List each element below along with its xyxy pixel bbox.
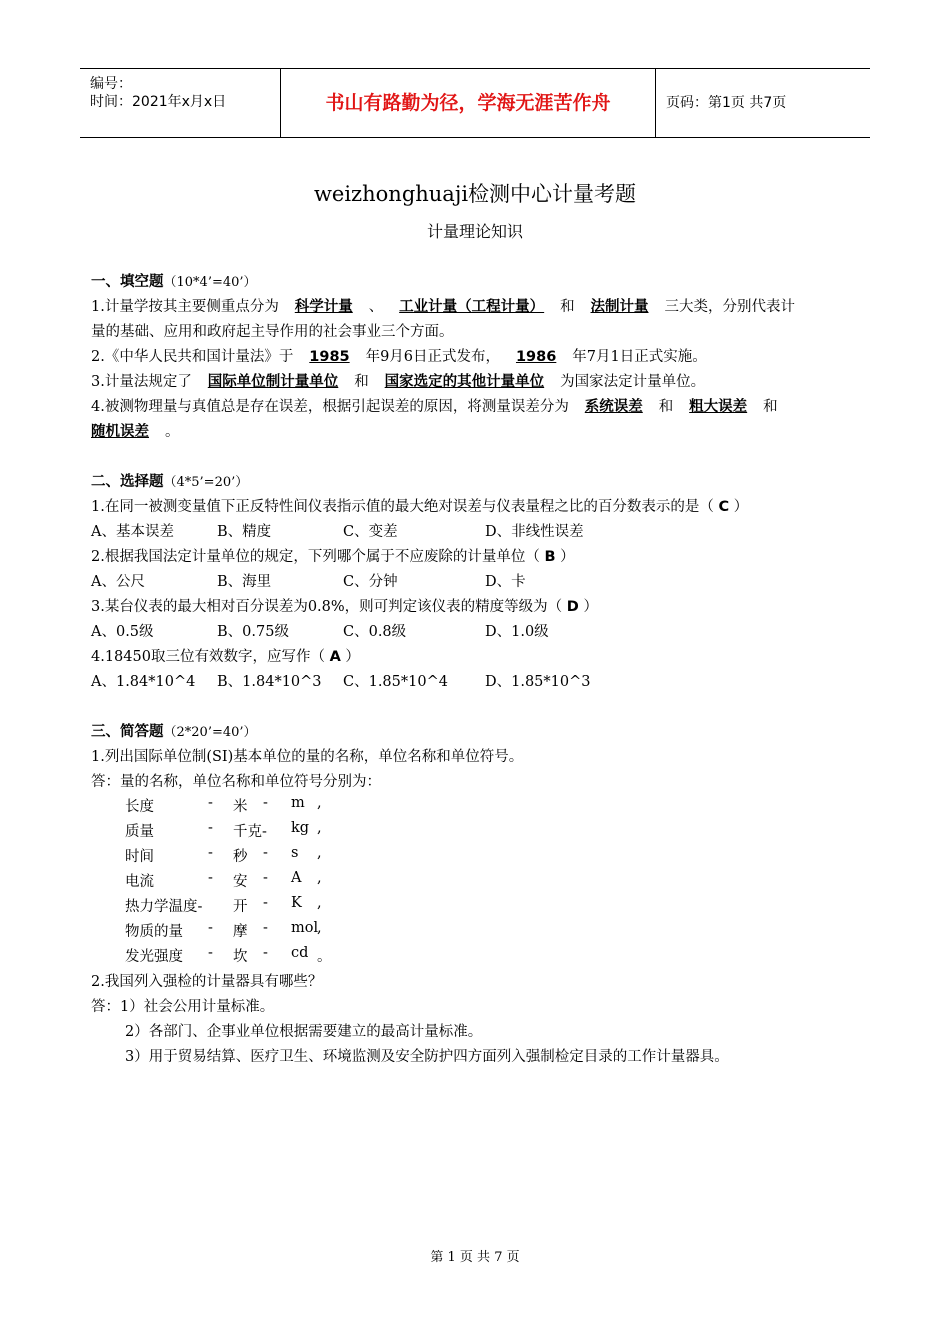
date-label: 时间：2021年x月x日 bbox=[90, 94, 227, 110]
fill-question-2 bbox=[91, 345, 707, 366]
question-text: 、 bbox=[368, 299, 384, 315]
si-unit-separator: - bbox=[263, 920, 268, 936]
si-unit-name: 安 bbox=[233, 874, 248, 890]
section-title: 一、填空题 bbox=[91, 274, 164, 290]
si-unit-separator: , bbox=[317, 870, 322, 886]
short-question-1: 1.列出国际单位制(SI)基本单位的量的名称，单位名称和单位符号。 bbox=[91, 749, 524, 765]
choice-question-2 bbox=[91, 545, 575, 566]
si-unit-separator: - bbox=[208, 845, 213, 861]
si-unit-symbol: A bbox=[291, 870, 302, 886]
option: C、1.85*10^4 bbox=[343, 674, 448, 690]
answer: A bbox=[329, 649, 341, 665]
fill-question-4-cont bbox=[91, 420, 179, 441]
header-divider bbox=[280, 69, 281, 137]
option: A、基本误差 bbox=[91, 524, 174, 540]
si-unit-symbol: m bbox=[291, 795, 305, 811]
si-unit-symbol: cd bbox=[291, 945, 309, 961]
option: C、变差 bbox=[343, 524, 398, 540]
short-question-2: 2.我国列入强检的计量器具有哪些？ bbox=[91, 974, 323, 990]
answer: 科学计量 bbox=[294, 299, 353, 315]
si-unit-separator: - bbox=[263, 795, 268, 811]
answer: 法制计量 bbox=[590, 299, 649, 315]
option: C、0.8级 bbox=[343, 624, 407, 640]
si-unit-separator: - bbox=[263, 895, 268, 911]
header-page-label: 页码：第1页 共7页 bbox=[666, 95, 787, 111]
section-1-heading bbox=[91, 270, 257, 291]
option: B、精度 bbox=[217, 524, 272, 540]
question-text: 三大类，分别代表计 bbox=[664, 299, 795, 315]
option: B、0.75级 bbox=[217, 624, 289, 640]
question-text: ） bbox=[560, 549, 575, 565]
question-text: ） bbox=[733, 499, 749, 515]
section-title: 二、选择题 bbox=[91, 474, 164, 490]
si-unit-quantity: 电流 bbox=[125, 874, 154, 890]
question-text: 年9月6日正式发布， bbox=[365, 349, 501, 365]
section-3-heading bbox=[91, 720, 257, 741]
question-text: 1.计量学按其主要侧重点分为 bbox=[91, 299, 279, 315]
option: C、分钟 bbox=[343, 574, 398, 590]
section-score: （10*4’=40’） bbox=[163, 275, 257, 290]
si-unit-name: 摩 bbox=[233, 924, 248, 940]
question-text: 3.计量法规定了 bbox=[91, 374, 192, 390]
si-unit-quantity: 长度 bbox=[125, 799, 154, 815]
fill-question-3 bbox=[91, 370, 705, 391]
si-unit-symbol: K bbox=[291, 895, 302, 911]
si-unit-separator: , bbox=[317, 820, 322, 836]
option: D、1.85*10^3 bbox=[485, 674, 591, 690]
option: B、海里 bbox=[217, 574, 272, 590]
option: A、0.5级 bbox=[91, 624, 154, 640]
question-text: 和 bbox=[658, 399, 674, 415]
answer: 1985 bbox=[309, 349, 350, 365]
si-unit-separator: - bbox=[263, 845, 268, 861]
fill-question-1 bbox=[91, 295, 795, 316]
answer: C bbox=[718, 499, 730, 515]
question-text: 年7月1日正式实施。 bbox=[572, 349, 707, 365]
si-unit-separator: , bbox=[317, 845, 322, 861]
answer: B bbox=[544, 549, 556, 565]
choice-options-2 bbox=[91, 570, 526, 591]
section-title: 三、简答题 bbox=[91, 724, 164, 740]
si-unit-quantity: 质量 bbox=[125, 824, 154, 840]
si-unit-name: 千克- bbox=[233, 824, 267, 840]
fill-question-4 bbox=[91, 395, 778, 416]
si-unit-name: 开 bbox=[233, 899, 248, 915]
si-unit-separator: - bbox=[208, 870, 213, 886]
answer: 1986 bbox=[515, 349, 557, 365]
si-unit-quantity: 物质的量 bbox=[125, 924, 183, 940]
si-unit-separator: - bbox=[208, 920, 213, 936]
page-header bbox=[80, 68, 870, 138]
page-footer: 第 1 页 共 7 页 bbox=[430, 1250, 520, 1265]
si-unit-symbol: kg bbox=[291, 820, 310, 836]
answer: 粗大误差 bbox=[689, 399, 748, 415]
short-answer-2-item-3: 3）用于贸易结算、医疗卫生、环境监测及安全防护四方面列入强制检定目录的工作计量器具。 bbox=[125, 1049, 729, 1065]
si-unit-quantity: 时间 bbox=[125, 849, 154, 865]
si-unit-separator: 。 bbox=[317, 949, 332, 965]
document-title: weizhonghuaji检测中心计量考题 bbox=[313, 182, 637, 206]
answer: 随机误差 bbox=[91, 424, 149, 440]
short-answer-2-item-2: 2）各部门、企事业单位根据需要建立的最高计量标准。 bbox=[125, 1024, 483, 1040]
section-score: （2*20’=40’） bbox=[163, 725, 257, 740]
document-subtitle: 计量理论知识 bbox=[426, 222, 523, 241]
question-text: 和 bbox=[560, 299, 575, 315]
si-unit-name: 秒 bbox=[233, 849, 248, 865]
si-unit-separator: - bbox=[263, 870, 268, 886]
si-unit-separator: , bbox=[317, 920, 322, 936]
question-text: 和 bbox=[763, 399, 778, 415]
option: A、公尺 bbox=[91, 574, 145, 590]
answer: 系统误差 bbox=[584, 399, 643, 415]
si-unit-separator: , bbox=[317, 795, 322, 811]
choice-options-3 bbox=[91, 620, 549, 641]
choice-question-3 bbox=[91, 595, 598, 616]
si-unit-separator: - bbox=[208, 945, 213, 961]
short-answer-2-item-1: 答：1）社会公用计量标准。 bbox=[91, 999, 275, 1015]
header-divider bbox=[655, 69, 656, 137]
si-unit-separator: - bbox=[263, 945, 268, 961]
option: D、非线性误差 bbox=[485, 524, 584, 540]
serial-label: 编号： bbox=[90, 76, 132, 92]
choice-options-1 bbox=[91, 520, 584, 541]
header-motto: 书山有路勤为径，学海无涯苦作舟 bbox=[325, 92, 611, 114]
short-answer-1-intro: 答：量的名称，单位名称和单位符号分别为： bbox=[91, 774, 381, 790]
si-unit-symbol: s bbox=[291, 845, 299, 861]
answer: D bbox=[566, 599, 579, 615]
question-text: 3.某台仪表的最大相对百分误差为0.8%，则可判定该仪表的精度等级为（ bbox=[91, 599, 563, 615]
si-unit-quantity: 热力学温度- bbox=[125, 899, 203, 915]
option: D、1.0级 bbox=[485, 624, 549, 640]
question-text: 。 bbox=[164, 424, 180, 440]
option: A、1.84*10^4 bbox=[91, 674, 196, 690]
si-unit-separator: - bbox=[208, 820, 213, 836]
question-text: 1.在同一被测变量值下正反特性间仪表指示值的最大绝对误差与仪表量程之比的百分数表示的是（ bbox=[91, 499, 714, 515]
question-text: 2.《中华人民共和国计量法》于 bbox=[91, 349, 294, 365]
option: D、卡 bbox=[485, 574, 526, 590]
answer: 国家选定的其他计量单位 bbox=[384, 374, 545, 390]
choice-options-4 bbox=[91, 670, 591, 691]
question-text: 为国家法定计量单位。 bbox=[560, 374, 706, 390]
si-unit-separator: - bbox=[208, 795, 213, 811]
question-text: 2.根据我国法定计量单位的规定，下列哪个属于不应废除的计量单位（ bbox=[91, 549, 540, 565]
si-unit-name: 坎 bbox=[233, 949, 248, 965]
fill-question-1-cont: 量的基础、应用和政府起主导作用的社会事业三个方面。 bbox=[91, 324, 454, 340]
header-meta bbox=[80, 69, 280, 137]
section-score: （4*5’=20’） bbox=[163, 475, 249, 490]
question-text: 和 bbox=[354, 374, 369, 390]
si-unit-separator: , bbox=[317, 895, 322, 911]
question-text: ） bbox=[583, 599, 598, 615]
choice-question-4 bbox=[91, 645, 360, 666]
si-unit-quantity: 发光强度 bbox=[125, 949, 183, 965]
answer: 国际单位制计量单位 bbox=[207, 374, 339, 390]
option: B、1.84*10^3 bbox=[217, 674, 322, 690]
question-text: ） bbox=[345, 649, 360, 665]
section-2-heading bbox=[91, 470, 248, 491]
si-unit-symbol: mol bbox=[291, 920, 319, 936]
answer: 工业计量（工程计量） bbox=[399, 299, 545, 315]
question-text: 4.被测物理量与真值总是存在误差，根据引起误差的原因，将测量误差分为 bbox=[91, 399, 569, 415]
si-unit-name: 米 bbox=[233, 799, 248, 815]
question-text: 4.18450取三位有效数字，应写作（ bbox=[91, 649, 325, 665]
choice-question-1 bbox=[91, 495, 748, 516]
